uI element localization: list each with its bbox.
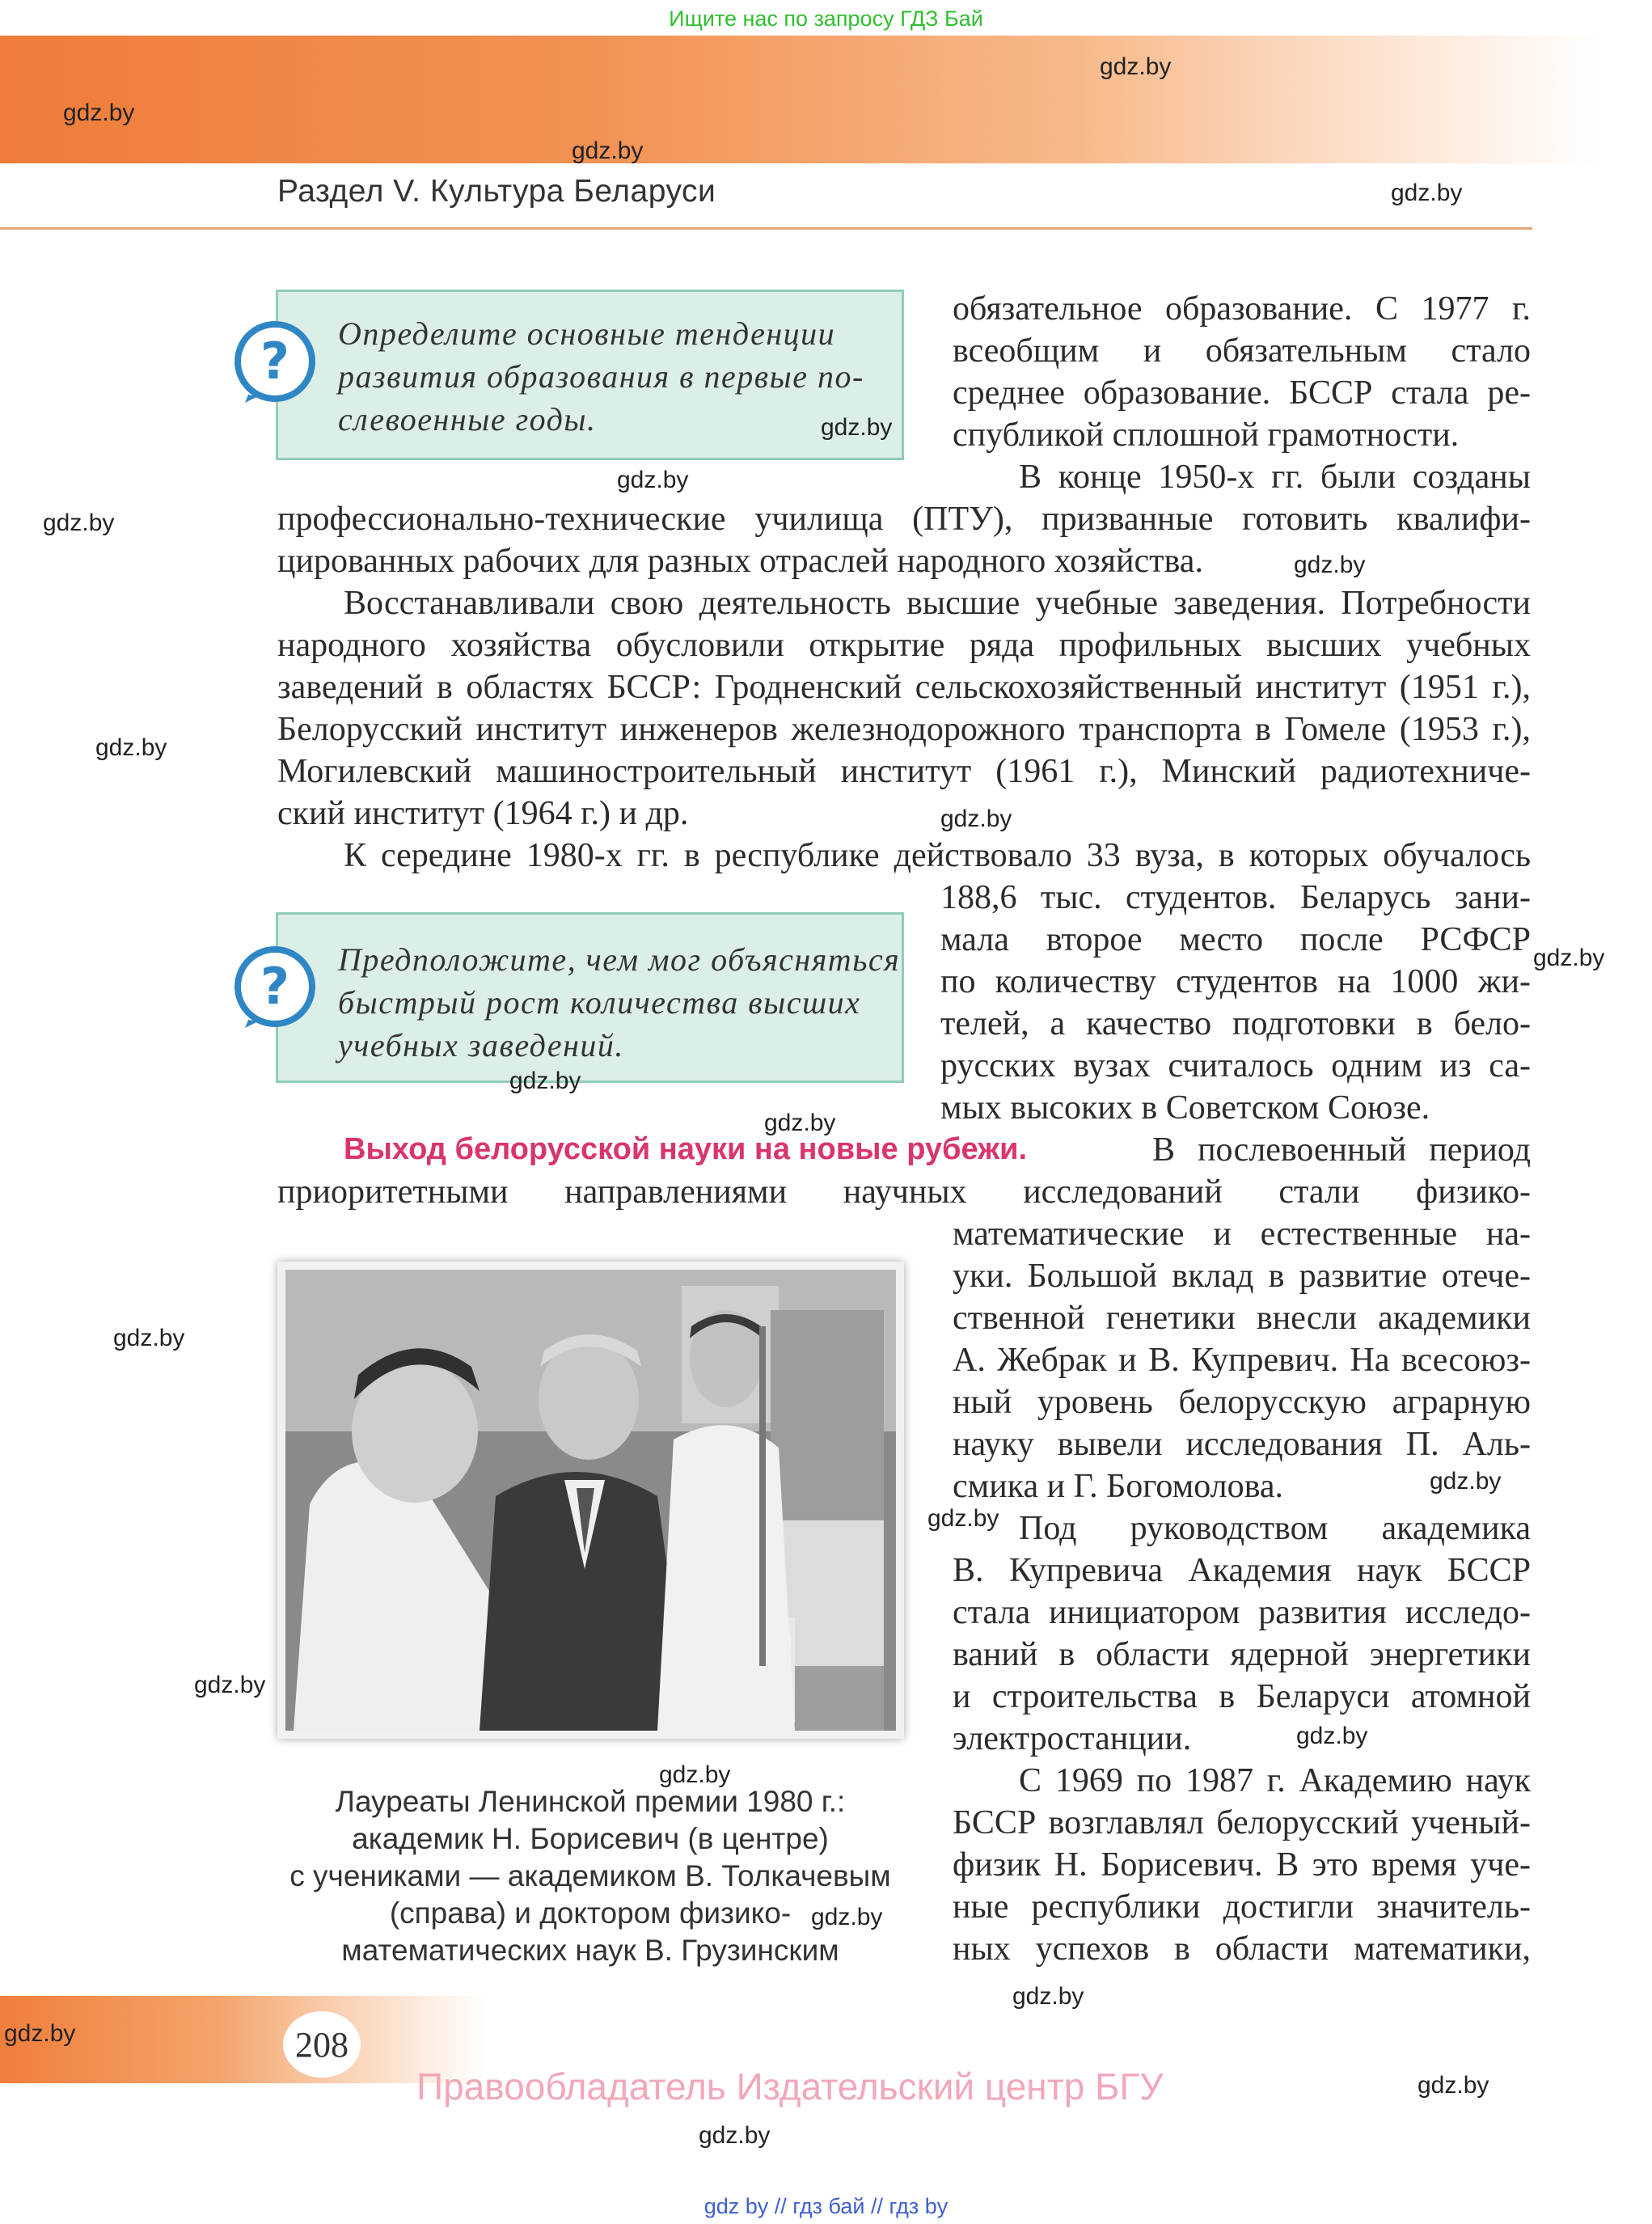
body-line: Восстанавливали свою деятельность высшие учебные заведения. Потребности bbox=[344, 585, 1531, 622]
question-icon bbox=[230, 942, 319, 1031]
question-text-2 bbox=[338, 938, 900, 1067]
watermark: gdz.by bbox=[1418, 2072, 1489, 2099]
body-line: С 1969 по 1987 г. Академию наук bbox=[1019, 1762, 1531, 1799]
header-rule bbox=[0, 227, 1532, 230]
body-line: Под руководством академика bbox=[1019, 1510, 1531, 1547]
watermark: gdz.by bbox=[927, 1505, 999, 1532]
body-line: приоритетными направлениями научных исследований стали физико- bbox=[277, 1173, 1531, 1211]
body-line: ский институт (1964 г.) и др. bbox=[277, 795, 689, 832]
body-line: обязательное образование. С 1977 г. bbox=[953, 290, 1531, 328]
body-line: и строительства в Беларуси атомной bbox=[953, 1678, 1531, 1715]
caption-line: (справа) и доктором физико- bbox=[389, 1896, 792, 1930]
body-line: мых высоких в Советском Союзе. bbox=[940, 1089, 1430, 1127]
body-line: стала инициатором развития исследо- bbox=[953, 1594, 1531, 1631]
body-line: ваний в области ядерной энергетики bbox=[953, 1636, 1531, 1673]
top-banner-text: Ищите нас по запросу ГДЗ Бай bbox=[669, 6, 983, 31]
watermark: gdz.by bbox=[940, 805, 1012, 832]
body-line: уки. Большой вклад в развитие отече- bbox=[953, 1258, 1531, 1295]
body-line: телей, а качество подготовки в бело- bbox=[940, 1005, 1531, 1042]
body-line: русских вузах считалось одним из са- bbox=[940, 1047, 1531, 1085]
body-line: физик Н. Борисевич. В это время уче- bbox=[953, 1846, 1531, 1884]
section-title: Раздел V. Культура Беларуси bbox=[277, 174, 716, 209]
body-line: спубликой сплошной грамотности. bbox=[953, 416, 1460, 454]
watermark: gdz.by bbox=[4, 2020, 76, 2047]
question-line: Предположите, чем мог объясняться bbox=[338, 941, 901, 978]
body-line: ный уровень белорусскую аграрную bbox=[953, 1384, 1531, 1421]
body-line: цированных рабочих для разных отраслей народного хозяйства. bbox=[277, 543, 1203, 580]
body-line: В. Купревича Академия наук БССР bbox=[953, 1552, 1531, 1589]
question-line: слевоенные годы. bbox=[338, 401, 597, 438]
watermark: gdz.by bbox=[509, 1068, 581, 1094]
body-line: науку вывели исследования П. Аль- bbox=[953, 1426, 1531, 1463]
question-line: развития образования в первые по- bbox=[338, 358, 864, 395]
watermark: gdz.by bbox=[194, 1672, 266, 1698]
body-line: Могилевский машиностроительный институт (1961 г.), Минский радиотехниче- bbox=[277, 753, 1531, 790]
watermark: gdz.by bbox=[1430, 1468, 1502, 1495]
body-line: ных успехов в области математики, bbox=[953, 1930, 1531, 1968]
body-line: по количеству студентов на 1000 жи- bbox=[940, 963, 1531, 1000]
body-line: профессионально-технические училища (ПТУ), призванные готовить квалифи- bbox=[277, 501, 1531, 538]
body-line: ные республики достигли значитель- bbox=[953, 1888, 1531, 1926]
question-line: быстрый рост количества высших bbox=[338, 984, 861, 1021]
body-line: К середине 1980-х гг. в республике действовало 33 вуза, в которых обучалось bbox=[344, 837, 1531, 874]
watermark: gdz.by bbox=[1012, 1983, 1084, 2010]
watermark: gdz.by bbox=[1296, 1723, 1368, 1749]
body-line: В послевоенный период bbox=[1152, 1131, 1531, 1169]
body-line: ственной генетики внесли академики bbox=[953, 1300, 1531, 1337]
watermark: gdz.by bbox=[572, 137, 644, 164]
photo-frame bbox=[277, 1262, 904, 1739]
watermark: gdz.by bbox=[43, 509, 115, 536]
watermark: gdz.by bbox=[764, 1110, 836, 1136]
watermark: gdz.by bbox=[811, 1904, 883, 1930]
body-line: Белорусский институт инженеров железнодорожного транспорта в Гомеле (1953 г.), bbox=[277, 711, 1531, 748]
body-line: среднее образование. БССР стала ре- bbox=[953, 374, 1531, 412]
watermark: gdz.by bbox=[617, 467, 689, 493]
bottom-links[interactable]: gdz by // гдз бай // гдз by bbox=[703, 2194, 949, 2218]
body-line: математические и естественные на- bbox=[953, 1216, 1531, 1253]
body-line: 188,6 тыс. студентов. Беларусь зани- bbox=[940, 879, 1531, 916]
question-line: Определите основные тенденции bbox=[338, 315, 836, 352]
question-icon bbox=[230, 317, 319, 406]
laureates-photo bbox=[277, 1262, 904, 1739]
body-line: мала второе место после РСФСР bbox=[940, 921, 1531, 958]
watermark: gdz.by bbox=[1533, 945, 1605, 971]
svg-text:?: ? bbox=[260, 957, 289, 1016]
body-line: заведений в областях БССР: Гродненский сельскохозяйственный институт (1951 г.), bbox=[277, 669, 1531, 706]
watermark: gdz.by bbox=[1391, 180, 1463, 206]
body-line: народного хозяйства обусловили открытие ряда профильных высших учебных bbox=[277, 627, 1531, 664]
watermark: gdz.by bbox=[1100, 53, 1172, 80]
section-subheading: Выход белорусской науки на новые рубежи. bbox=[344, 1132, 1028, 1166]
watermark: gdz.by bbox=[699, 2122, 771, 2149]
watermark: gdz.by bbox=[659, 1761, 731, 1788]
caption-line: академик Н. Борисевич (в центре) bbox=[352, 1822, 829, 1855]
photo-caption bbox=[267, 1783, 914, 1969]
watermark: gdz.by bbox=[113, 1325, 185, 1351]
body-line: БССР возглавлял белорусский ученый- bbox=[953, 1804, 1531, 1841]
caption-line: Лауреаты Ленинской премии 1980 г.: bbox=[335, 1785, 846, 1818]
header-band bbox=[0, 36, 1652, 163]
body-line: В конце 1950-х гг. были созданы bbox=[1019, 459, 1531, 496]
body-line: электростанции. bbox=[953, 1720, 1192, 1757]
page-number: 208 bbox=[283, 2011, 361, 2078]
question-text-1 bbox=[338, 312, 864, 441]
body-line: всеобщим и обязательным стало bbox=[953, 332, 1531, 370]
question-line: учебных заведений. bbox=[338, 1027, 624, 1063]
watermark: gdz.by bbox=[821, 414, 893, 441]
watermark: gdz.by bbox=[63, 99, 135, 126]
watermark: gdz.by bbox=[95, 734, 167, 761]
caption-line: с учениками — академиком В. Толкачевым bbox=[289, 1859, 891, 1892]
caption-line: математических наук В. Грузинским bbox=[341, 1934, 839, 1967]
body-line: А. Жебрак и В. Купревич. На всесоюз- bbox=[953, 1342, 1531, 1379]
body-line: смика и Г. Богомолова. bbox=[953, 1468, 1284, 1505]
copyright-notice: Правообладатель Издательский центр БГУ bbox=[416, 2065, 1164, 2108]
svg-text:?: ? bbox=[260, 332, 289, 391]
watermark: gdz.by bbox=[1294, 552, 1366, 578]
